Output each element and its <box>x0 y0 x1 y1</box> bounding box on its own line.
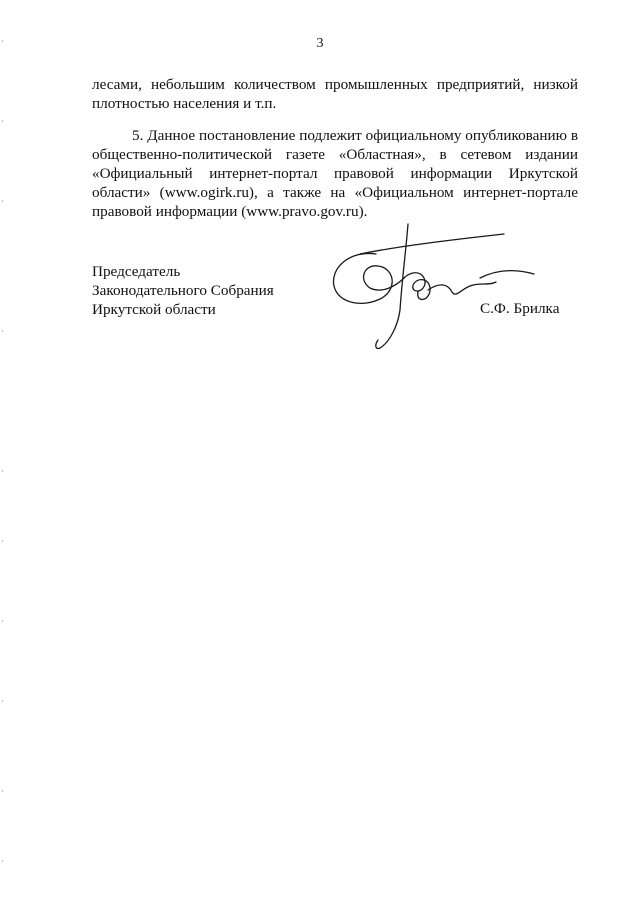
signatory-title-line1: Председатель <box>92 263 181 280</box>
paragraph-continuation <box>92 75 578 113</box>
signatory-name: С.Ф. Брилка <box>480 300 560 317</box>
paragraph-5-text: 5. Данное постановление подлежит официальному опубликованию в общественно-политической газете «Областная», в сетевом издании «Официальный интернет-портал правовой информации Иркутской области» (www.ogirk.ru), а также на «Официальном интернет-портале правовой информации (www.pravo.gov.ru). <box>92 127 578 220</box>
signatory-title-line3: Иркутской области <box>92 301 216 318</box>
handwritten-signature <box>320 220 550 360</box>
signatory-title <box>92 262 274 319</box>
page-number: 3 <box>316 36 324 51</box>
paragraph-5 <box>92 126 578 221</box>
scan-margin-marks <box>2 0 5 905</box>
paragraph-continuation-text: лесами, небольшим количеством промышленных предприятий, низкой плотностью населения и т.п. <box>92 76 578 112</box>
signatory-title-line2: Законодательного Собрания <box>92 282 274 299</box>
